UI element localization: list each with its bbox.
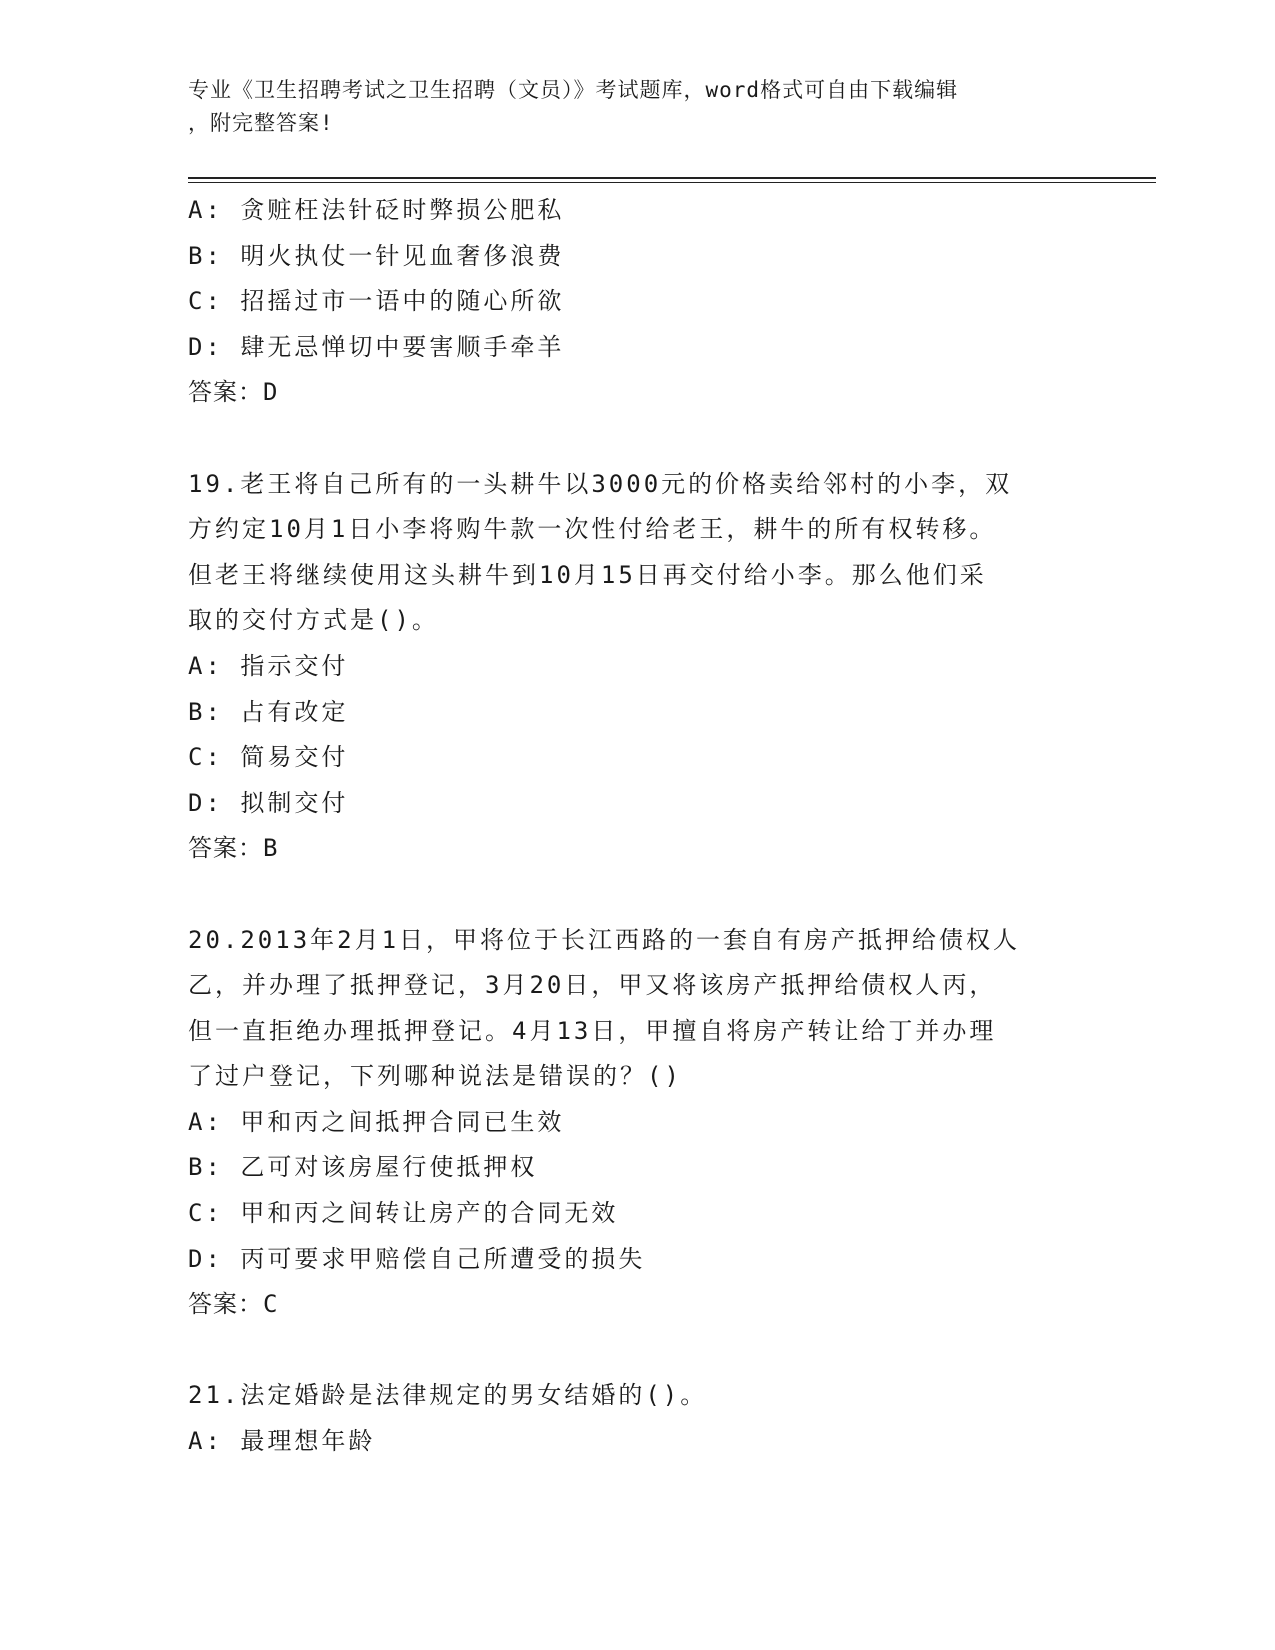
question-stem-line: 但老王将继续使用这头耕牛到10月15日再交付给小李。那么他们采 [188, 560, 987, 589]
option-a: A: 指示交付 [188, 651, 349, 680]
spacer [188, 872, 1088, 918]
question-list [188, 188, 1088, 1465]
option-d: D: 丙可要求甲赔偿自己所遭受的损失 [188, 1244, 646, 1273]
header-divider-thick [188, 177, 1156, 179]
option-b: B: 占有改定 [188, 697, 349, 726]
answer-line: 答案：D [188, 378, 279, 407]
question-stem-line: 20.2013年2月1日，甲将位于长江西路的一套自有房产抵押给债权人 [188, 925, 1021, 954]
question-20 [188, 918, 1088, 1328]
header-line-2: ，附完整答案! [188, 111, 334, 135]
option-a: A: 最理想年龄 [188, 1427, 376, 1456]
question-19 [188, 462, 1088, 872]
question-stem-line: 但一直拒绝办理抵押登记。4月13日，甲擅自将房产转让给丁并办理 [188, 1016, 997, 1045]
option-b: B: 乙可对该房屋行使抵押权 [188, 1153, 538, 1182]
spacer [188, 1328, 1088, 1374]
option-c: C: 甲和丙之间转让房产的合同无效 [188, 1199, 619, 1228]
question-stem-line: 了过户登记，下列哪种说法是错误的？() [188, 1062, 682, 1091]
option-c: C: 简易交付 [188, 743, 349, 772]
question-21 [188, 1373, 1088, 1464]
header-line-1: 专业《卫生招聘考试之卫生招聘（文员）》考试题库，word格式可自由下载编辑 [188, 78, 959, 102]
header-divider-thin [188, 182, 1156, 183]
document-header [188, 74, 1068, 140]
option-a: A: 甲和丙之间抵押合同已生效 [188, 1107, 565, 1136]
question-prev [188, 188, 1088, 416]
spacer [188, 416, 1088, 462]
question-stem-line: 19.老王将自己所有的一头耕牛以3000元的价格卖给邻村的小李，双 [188, 469, 1013, 498]
question-stem-line: 方约定10月1日小李将购牛款一次性付给老王，耕牛的所有权转移。 [188, 515, 997, 544]
answer-line: 答案：B [188, 834, 279, 863]
question-stem-line: 乙，并办理了抵押登记，3月20日，甲又将该房产抵押给债权人丙， [188, 971, 997, 1000]
option-d: D: 肆无忌惮切中要害顺手牵羊 [188, 332, 565, 361]
option-a: A: 贪赃枉法针砭时弊损公肥私 [188, 196, 565, 224]
question-stem-line: 21.法定婚龄是法律规定的男女结婚的()。 [188, 1381, 708, 1410]
answer-line: 答案：C [188, 1290, 279, 1319]
option-c: C: 招摇过市一语中的随心所欲 [188, 287, 565, 316]
option-d: D: 拟制交付 [188, 788, 349, 817]
option-b: B: 明火执仗一针见血奢侈浪费 [188, 241, 565, 270]
question-stem-line: 取的交付方式是()。 [188, 606, 439, 635]
